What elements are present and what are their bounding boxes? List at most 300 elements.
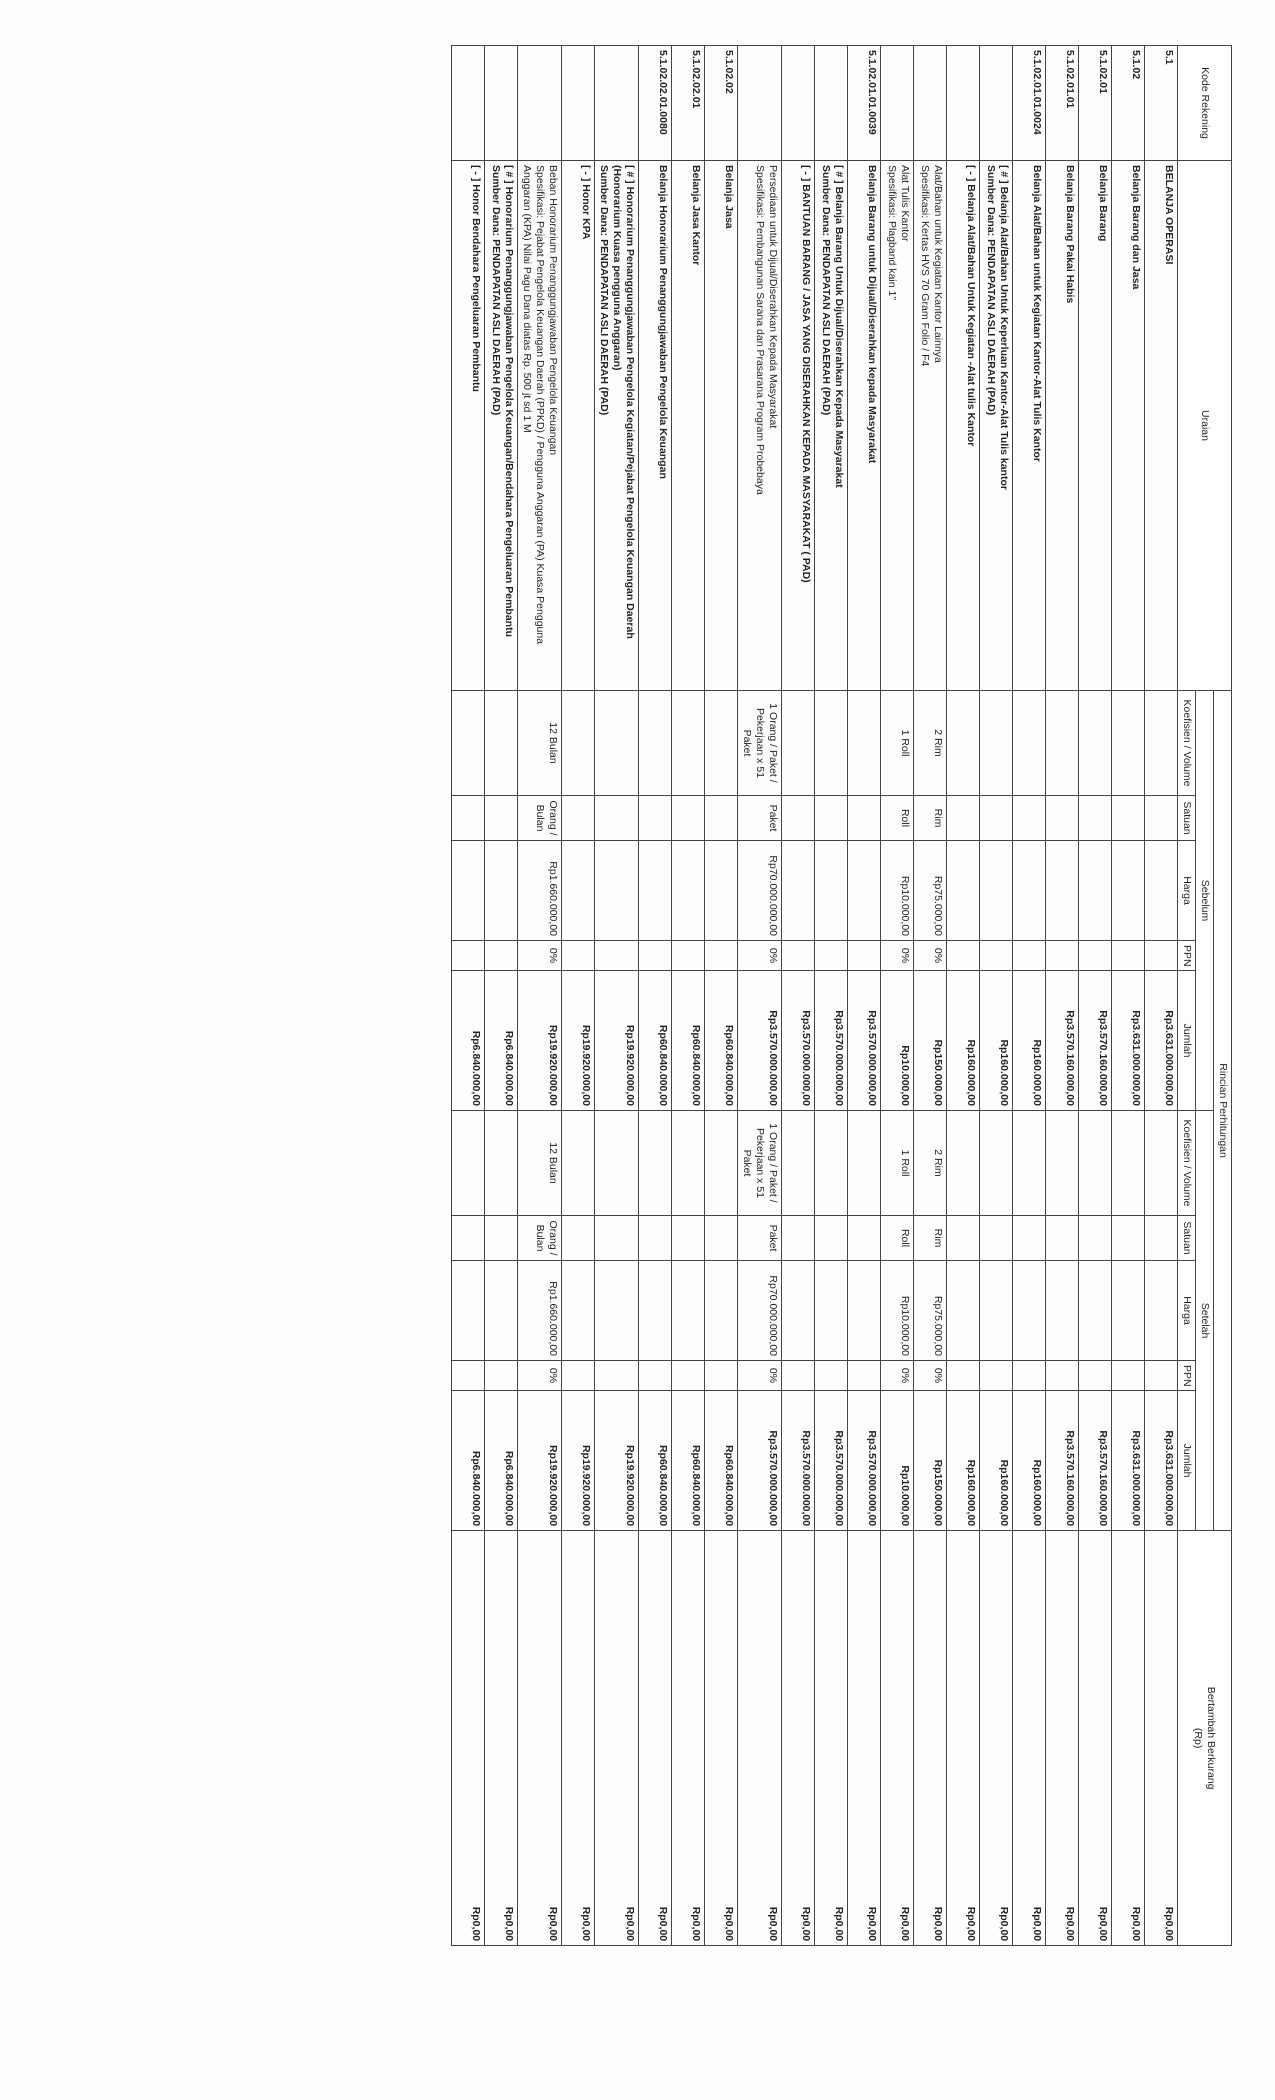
header-setelah-satuan: Satuan (1178, 1216, 1196, 1261)
setelah-ppn-cell: 0% (881, 1361, 914, 1391)
sebelum-ppn-cell (815, 941, 848, 971)
table-row (815, 46, 848, 1946)
uraian-line: BELANJA OPERASI (1163, 165, 1175, 265)
sebelum-harga-cell (452, 841, 485, 941)
sebelum-jumlah-cell: Rp10.000,00 (881, 971, 914, 1111)
setelah-satuan-cell (1112, 1216, 1145, 1261)
sebelum-ppn-cell: 0% (738, 941, 782, 971)
setelah-jumlah-cell: Rp6.840.000,00 (485, 1391, 518, 1531)
setelah-jumlah-cell: Rp60.840.000,00 (705, 1391, 738, 1531)
uraian-cell (639, 161, 672, 691)
header-sebelum-jumlah: Jumlah (1178, 971, 1196, 1111)
setelah-satuan-cell (980, 1216, 1013, 1261)
uraian-cell (848, 161, 881, 691)
kode-rekening-cell: 5.1.02.02.01.0080 (639, 46, 672, 161)
selisih-cell: Rp0,00 (881, 1531, 914, 1946)
setelah-ppn-cell: 0% (914, 1361, 947, 1391)
selisih-cell: Rp0,00 (562, 1531, 595, 1946)
sebelum-koefisien-cell: 2 Rim (914, 691, 947, 796)
setelah-satuan-cell (672, 1216, 705, 1261)
setelah-harga-cell (1013, 1261, 1046, 1361)
setelah-koefisien-cell (815, 1111, 848, 1216)
setelah-jumlah-cell: Rp150.000,00 (914, 1391, 947, 1531)
table-row (738, 46, 782, 1946)
sebelum-jumlah-cell: Rp19.920.000,00 (562, 971, 595, 1111)
sebelum-harga-cell (1112, 841, 1145, 941)
uraian-line: [ # ] Honorarium Penanggungjawaban Pengelola Keuangan/Bendahara Pengeluaran Pembantu (503, 165, 515, 638)
setelah-harga-cell (485, 1261, 518, 1361)
sebelum-ppn-cell (595, 941, 639, 971)
uraian-subline: Sumber Dana: PENDAPATAN ASLI DAERAH (PAD) (598, 165, 610, 416)
sebelum-satuan-cell (815, 796, 848, 841)
sebelum-satuan-cell (485, 796, 518, 841)
sebelum-satuan-cell (705, 796, 738, 841)
setelah-koefisien-cell (1013, 1111, 1046, 1216)
setelah-ppn-cell: 0% (518, 1361, 562, 1391)
setelah-koefisien-cell (848, 1111, 881, 1216)
sebelum-ppn-cell: 0% (518, 941, 562, 971)
table-row (452, 46, 485, 1946)
setelah-harga-cell (1046, 1261, 1079, 1361)
sebelum-satuan-cell: Orang / Bulan (518, 796, 562, 841)
sebelum-satuan-cell (782, 796, 815, 841)
selisih-cell: Rp0,00 (914, 1531, 947, 1946)
setelah-harga-cell: Rp75.000,00 (914, 1261, 947, 1361)
sebelum-jumlah-cell: Rp6.840.000,00 (485, 971, 518, 1111)
setelah-ppn-cell (595, 1361, 639, 1391)
header-sebelum-ppn: PPN (1178, 941, 1196, 971)
setelah-ppn-cell (452, 1361, 485, 1391)
selisih-cell: Rp0,00 (1079, 1531, 1112, 1946)
selisih-cell: Rp0,00 (639, 1531, 672, 1946)
header-kode-rekening: Kode Rekening (1178, 46, 1232, 161)
setelah-koefisien-cell (562, 1111, 595, 1216)
sebelum-harga-cell (562, 841, 595, 941)
selisih-cell: Rp0,00 (1046, 1531, 1079, 1946)
sebelum-harga-cell (815, 841, 848, 941)
setelah-koefisien-cell (595, 1111, 639, 1216)
setelah-harga-cell (782, 1261, 815, 1361)
table-row (947, 46, 980, 1946)
sebelum-harga-cell (1079, 841, 1112, 941)
sebelum-koefisien-cell (705, 691, 738, 796)
kode-rekening-cell (782, 46, 815, 161)
table-row (980, 46, 1013, 1946)
setelah-koefisien-cell (485, 1111, 518, 1216)
setelah-koefisien-cell (672, 1111, 705, 1216)
sebelum-ppn-cell (705, 941, 738, 971)
setelah-ppn-cell (782, 1361, 815, 1391)
table-row (881, 46, 914, 1946)
kode-rekening-cell: 5.1.02.02 (705, 46, 738, 161)
sebelum-satuan-cell: Rim (914, 796, 947, 841)
uraian-cell (815, 161, 848, 691)
sebelum-koefisien-cell (782, 691, 815, 796)
setelah-koefisien-cell (980, 1111, 1013, 1216)
sebelum-ppn-cell (947, 941, 980, 971)
sebelum-ppn-cell: 0% (881, 941, 914, 971)
sebelum-koefisien-cell (1145, 691, 1178, 796)
setelah-satuan-cell (947, 1216, 980, 1261)
uraian-line: [ - ] Honor KPA (580, 165, 592, 240)
setelah-ppn-cell (1145, 1361, 1178, 1391)
setelah-ppn-cell (705, 1361, 738, 1391)
setelah-ppn-cell (980, 1361, 1013, 1391)
table-row (1013, 46, 1046, 1946)
uraian-cell (980, 161, 1013, 691)
sebelum-ppn-cell: 0% (914, 941, 947, 971)
setelah-ppn-cell (947, 1361, 980, 1391)
sebelum-jumlah-cell: Rp19.920.000,00 (518, 971, 562, 1111)
kode-rekening-cell (881, 46, 914, 161)
sebelum-harga-cell: Rp1.660.000,00 (518, 841, 562, 941)
setelah-ppn-cell (562, 1361, 595, 1391)
sebelum-koefisien-cell (1046, 691, 1079, 796)
setelah-jumlah-cell: Rp3.570.160.000,00 (1079, 1391, 1112, 1531)
setelah-jumlah-cell: Rp60.840.000,00 (672, 1391, 705, 1531)
sebelum-satuan-cell (452, 796, 485, 841)
header-setelah-jumlah: Jumlah (1178, 1391, 1196, 1531)
setelah-satuan-cell: Orang / Bulan (518, 1216, 562, 1261)
sebelum-koefisien-cell: 12 Bulan (518, 691, 562, 796)
selisih-cell: Rp0,00 (848, 1531, 881, 1946)
setelah-jumlah-cell: Rp19.920.000,00 (562, 1391, 595, 1531)
sebelum-harga-cell (848, 841, 881, 941)
table-row (639, 46, 672, 1946)
sebelum-harga-cell (639, 841, 672, 941)
sebelum-jumlah-cell: Rp3.570.160.000,00 (1079, 971, 1112, 1111)
setelah-ppn-cell (639, 1361, 672, 1391)
setelah-jumlah-cell: Rp3.570.000.000,00 (738, 1391, 782, 1531)
kode-rekening-cell: 5.1.02.01.01 (1046, 46, 1079, 161)
sebelum-ppn-cell (848, 941, 881, 971)
sebelum-jumlah-cell: Rp60.840.000,00 (705, 971, 738, 1111)
uraian-line: Belanja Jasa Kantor (690, 165, 702, 266)
sebelum-jumlah-cell: Rp160.000,00 (1013, 971, 1046, 1111)
sebelum-jumlah-cell: Rp60.840.000,00 (672, 971, 705, 1111)
sebelum-satuan-cell: Paket (738, 796, 782, 841)
setelah-harga-cell (848, 1261, 881, 1361)
setelah-ppn-cell (1046, 1361, 1079, 1391)
sebelum-harga-cell (782, 841, 815, 941)
setelah-jumlah-cell: Rp3.570.160.000,00 (1046, 1391, 1079, 1531)
sebelum-ppn-cell (980, 941, 1013, 971)
sebelum-koefisien-cell (452, 691, 485, 796)
sebelum-koefisien-cell (1013, 691, 1046, 796)
setelah-harga-cell (947, 1261, 980, 1361)
sebelum-harga-cell (1046, 841, 1079, 941)
setelah-harga-cell (815, 1261, 848, 1361)
selisih-cell: Rp0,00 (595, 1531, 639, 1946)
setelah-koefisien-cell (705, 1111, 738, 1216)
uraian-cell (562, 161, 595, 691)
setelah-satuan-cell (705, 1216, 738, 1261)
table-row (595, 46, 639, 1946)
header-setelah-ppn: PPN (1178, 1361, 1196, 1391)
uraian-subline: Spesifikasi: Plagband kain 1" (886, 165, 898, 301)
uraian-cell (452, 161, 485, 691)
sebelum-ppn-cell (1046, 941, 1079, 971)
sebelum-harga-cell: Rp10.000,00 (881, 841, 914, 941)
kode-rekening-cell (562, 46, 595, 161)
header-sebelum-harga: Harga (1178, 841, 1196, 941)
table-body (452, 46, 1178, 1946)
uraian-cell (1046, 161, 1079, 691)
kode-rekening-cell: 5.1.02.01.01.0024 (1013, 46, 1046, 161)
budget-table (451, 45, 1232, 1946)
setelah-satuan-cell (595, 1216, 639, 1261)
sebelum-harga-cell (595, 841, 639, 941)
sebelum-koefisien-cell (1079, 691, 1112, 796)
setelah-satuan-cell: Roll (881, 1216, 914, 1261)
sebelum-koefisien-cell (485, 691, 518, 796)
uraian-cell (914, 161, 947, 691)
uraian-cell (1013, 161, 1046, 691)
setelah-koefisien-cell (782, 1111, 815, 1216)
setelah-jumlah-cell: Rp160.000,00 (1013, 1391, 1046, 1531)
setelah-satuan-cell: Rim (914, 1216, 947, 1261)
setelah-jumlah-cell: Rp3.570.000.000,00 (782, 1391, 815, 1531)
selisih-cell: Rp0,00 (947, 1531, 980, 1946)
setelah-harga-cell (705, 1261, 738, 1361)
kode-rekening-cell: 5.1.02.02.01 (672, 46, 705, 161)
sebelum-jumlah-cell: Rp19.920.000,00 (595, 971, 639, 1111)
uraian-line: Belanja Barang dan Jasa (1130, 165, 1142, 290)
sebelum-jumlah-cell: Rp6.840.000,00 (452, 971, 485, 1111)
sebelum-harga-cell (947, 841, 980, 941)
sebelum-harga-cell (1013, 841, 1046, 941)
header-sebelum-koefisien: Koefisien / Volume (1178, 691, 1196, 796)
sebelum-jumlah-cell: Rp3.570.000.000,00 (738, 971, 782, 1111)
header-sebelum-satuan: Satuan (1178, 796, 1196, 841)
rotated-budget-table (352, 45, 1232, 1945)
selisih-cell: Rp0,00 (1112, 1531, 1145, 1946)
setelah-ppn-cell (485, 1361, 518, 1391)
setelah-jumlah-cell: Rp3.631.000.000,00 (1145, 1391, 1178, 1531)
table-row (914, 46, 947, 1946)
sebelum-ppn-cell (452, 941, 485, 971)
header-setelah-koefisien: Koefisien / Volume (1178, 1111, 1196, 1216)
header-uraian: Uraian (1178, 161, 1232, 691)
setelah-jumlah-cell: Rp60.840.000,00 (639, 1391, 672, 1531)
sebelum-harga-cell (705, 841, 738, 941)
sebelum-koefisien-cell (672, 691, 705, 796)
setelah-harga-cell (639, 1261, 672, 1361)
uraian-line: [ # ] Honorarium Penanggungjawaban Pengelola Kegiatan/Pejabat Pengelola Keuangan Daerah (Honorarium Kuasa pengguna Anggaran) (611, 165, 636, 639)
uraian-line: Persediaan untuk Dijual/Diserahkan Kepada Masyarakat (767, 165, 779, 429)
setelah-harga-cell (1079, 1261, 1112, 1361)
header-setelah: Setelah (1196, 1111, 1214, 1531)
sebelum-satuan-cell: Roll (881, 796, 914, 841)
sebelum-koefisien-cell (562, 691, 595, 796)
uraian-subline: Sumber Dana: PENDAPATAN ASLI DAERAH (PAD) (820, 165, 832, 416)
sebelum-jumlah-cell: Rp3.631.000.000,00 (1112, 971, 1145, 1111)
setelah-ppn-cell: 0% (738, 1361, 782, 1391)
sebelum-koefisien-cell (980, 691, 1013, 796)
uraian-line: [ # ] Belanja Barang Untuk Dijual/Diserahkan Kepada Masyarakat (833, 165, 845, 488)
sebelum-jumlah-cell: Rp3.570.000.000,00 (848, 971, 881, 1111)
setelah-koefisien-cell: 1 Roll (881, 1111, 914, 1216)
setelah-jumlah-cell: Rp19.920.000,00 (595, 1391, 639, 1531)
setelah-satuan-cell (485, 1216, 518, 1261)
setelah-satuan-cell: Paket (738, 1216, 782, 1261)
selisih-cell: Rp0,00 (705, 1531, 738, 1946)
setelah-jumlah-cell: Rp3.631.000.000,00 (1112, 1391, 1145, 1531)
sebelum-koefisien-cell (815, 691, 848, 796)
uraian-cell (705, 161, 738, 691)
sebelum-koefisien-cell (947, 691, 980, 796)
table-row (705, 46, 738, 1946)
setelah-harga-cell: Rp1.660.000,00 (518, 1261, 562, 1361)
setelah-ppn-cell (1079, 1361, 1112, 1391)
uraian-cell (881, 161, 914, 691)
uraian-cell (738, 161, 782, 691)
setelah-harga-cell (452, 1261, 485, 1361)
sebelum-harga-cell (672, 841, 705, 941)
uraian-line: Belanja Barang Pakai Habis (1064, 165, 1076, 304)
uraian-line: Alat/Bahan untuk Kegiatan Kantor Lainnya (932, 165, 944, 363)
table-row (1079, 46, 1112, 1946)
setelah-harga-cell (1145, 1261, 1178, 1361)
setelah-satuan-cell (782, 1216, 815, 1261)
sebelum-satuan-cell (639, 796, 672, 841)
sebelum-ppn-cell (485, 941, 518, 971)
kode-rekening-cell (914, 46, 947, 161)
kode-rekening-cell: 5.1.02.01.01.0039 (848, 46, 881, 161)
uraian-cell (518, 161, 562, 691)
sebelum-jumlah-cell: Rp3.631.000.000,00 (1145, 971, 1178, 1111)
sebelum-satuan-cell (1079, 796, 1112, 841)
setelah-ppn-cell (1112, 1361, 1145, 1391)
sebelum-ppn-cell (562, 941, 595, 971)
uraian-line: Belanja Alat/Bahan untuk Kegiatan Kantor-Alat Tulis Kantor (1031, 165, 1043, 462)
table-row (672, 46, 705, 1946)
uraian-subline: Sumber Dana: PENDAPATAN ASLI DAERAH (PAD) (985, 165, 997, 416)
selisih-cell: Rp0,00 (518, 1531, 562, 1946)
header-bertambah-unit: (Rp) (1192, 1727, 1205, 1749)
uraian-line: Beban Honorarium Penanggungjawaban Pengelola Keuangan (547, 165, 559, 456)
uraian-cell (672, 161, 705, 691)
uraian-cell (595, 161, 639, 691)
sebelum-harga-cell (1145, 841, 1178, 941)
uraian-line: Belanja Honorarium Penanggungjawaban Pengelola Keuangan (657, 165, 669, 479)
header-bertambah-label: Bertambah Berkurang (1205, 1686, 1218, 1790)
setelah-harga-cell (1112, 1261, 1145, 1361)
table-row (1046, 46, 1079, 1946)
table-row (485, 46, 518, 1946)
sebelum-satuan-cell (672, 796, 705, 841)
setelah-jumlah-cell: Rp6.840.000,00 (452, 1391, 485, 1531)
sebelum-satuan-cell (1046, 796, 1079, 841)
sebelum-ppn-cell (1112, 941, 1145, 971)
setelah-ppn-cell (672, 1361, 705, 1391)
setelah-satuan-cell (1145, 1216, 1178, 1261)
uraian-line: [ - ] Belanja Alat/Bahan Untuk Kegiatan -Alat tulis Kantor (965, 165, 977, 447)
header-bertambah (1178, 1531, 1232, 1946)
selisih-cell: Rp0,00 (672, 1531, 705, 1946)
kode-rekening-cell (595, 46, 639, 161)
setelah-koefisien-cell: 2 Rim (914, 1111, 947, 1216)
sebelum-harga-cell (980, 841, 1013, 941)
selisih-cell: Rp0,00 (1145, 1531, 1178, 1946)
setelah-koefisien-cell (1145, 1111, 1178, 1216)
setelah-koefisien-cell: 12 Bulan (518, 1111, 562, 1216)
uraian-cell (1145, 161, 1178, 691)
sebelum-jumlah-cell: Rp160.000,00 (980, 971, 1013, 1111)
kode-rekening-cell (738, 46, 782, 161)
sebelum-ppn-cell (672, 941, 705, 971)
sebelum-harga-cell: Rp75.000,00 (914, 841, 947, 941)
uraian-subline: Spesifikasi: Pembangunan Sarana dan Prasarana Program Probebaya (754, 165, 766, 495)
setelah-ppn-cell (848, 1361, 881, 1391)
sebelum-koefisien-cell: 1 Roll (881, 691, 914, 796)
table-row (782, 46, 815, 1946)
setelah-harga-cell (562, 1261, 595, 1361)
setelah-satuan-cell (562, 1216, 595, 1261)
setelah-ppn-cell (1013, 1361, 1046, 1391)
sebelum-jumlah-cell: Rp3.570.000.000,00 (782, 971, 815, 1111)
setelah-harga-cell (672, 1261, 705, 1361)
uraian-cell (485, 161, 518, 691)
setelah-koefisien-cell (452, 1111, 485, 1216)
table-row (1112, 46, 1145, 1946)
sebelum-harga-cell (485, 841, 518, 941)
sebelum-koefisien-cell (639, 691, 672, 796)
uraian-cell (1112, 161, 1145, 691)
header-rincian: Rincian Perhitungan (1214, 691, 1232, 1531)
sebelum-jumlah-cell: Rp3.570.000.000,00 (815, 971, 848, 1111)
table-row (562, 46, 595, 1946)
setelah-koefisien-cell (947, 1111, 980, 1216)
kode-rekening-cell (947, 46, 980, 161)
kode-rekening-cell: 5.1 (1145, 46, 1178, 161)
kode-rekening-cell (815, 46, 848, 161)
setelah-satuan-cell (452, 1216, 485, 1261)
uraian-line: [ # ] Belanja Alat/Bahan Untuk Keperluan Kantor-Alat Tulis kantor (998, 165, 1010, 490)
kode-rekening-cell (485, 46, 518, 161)
setelah-satuan-cell (1013, 1216, 1046, 1261)
kode-rekening-cell (980, 46, 1013, 161)
selisih-cell: Rp0,00 (452, 1531, 485, 1946)
setelah-satuan-cell (1079, 1216, 1112, 1261)
sebelum-satuan-cell (980, 796, 1013, 841)
setelah-harga-cell: Rp70.000.000,00 (738, 1261, 782, 1361)
sebelum-koefisien-cell: 1 Orang / Paket / Pekerjaan x 51 Paket (738, 691, 782, 796)
setelah-jumlah-cell: Rp19.920.000,00 (518, 1391, 562, 1531)
setelah-satuan-cell (639, 1216, 672, 1261)
setelah-harga-cell: Rp10.000,00 (881, 1261, 914, 1361)
uraian-line: Belanja Barang (1097, 165, 1109, 242)
uraian-subline: Spesifikasi: Kertas HVS 70 Gram Folio / F4 (919, 165, 931, 367)
sebelum-satuan-cell (1145, 796, 1178, 841)
sebelum-koefisien-cell (848, 691, 881, 796)
sebelum-jumlah-cell: Rp60.840.000,00 (639, 971, 672, 1111)
table-row (848, 46, 881, 1946)
uraian-cell (1079, 161, 1112, 691)
selisih-cell: Rp0,00 (485, 1531, 518, 1946)
sebelum-ppn-cell (1013, 941, 1046, 971)
uraian-cell (782, 161, 815, 691)
setelah-koefisien-cell (639, 1111, 672, 1216)
kode-rekening-cell (518, 46, 562, 161)
sebelum-ppn-cell (782, 941, 815, 971)
sebelum-satuan-cell (1013, 796, 1046, 841)
setelah-jumlah-cell: Rp160.000,00 (980, 1391, 1013, 1531)
setelah-koefisien-cell (1112, 1111, 1145, 1216)
sebelum-jumlah-cell: Rp150.000,00 (914, 971, 947, 1111)
sebelum-koefisien-cell (595, 691, 639, 796)
setelah-ppn-cell (815, 1361, 848, 1391)
